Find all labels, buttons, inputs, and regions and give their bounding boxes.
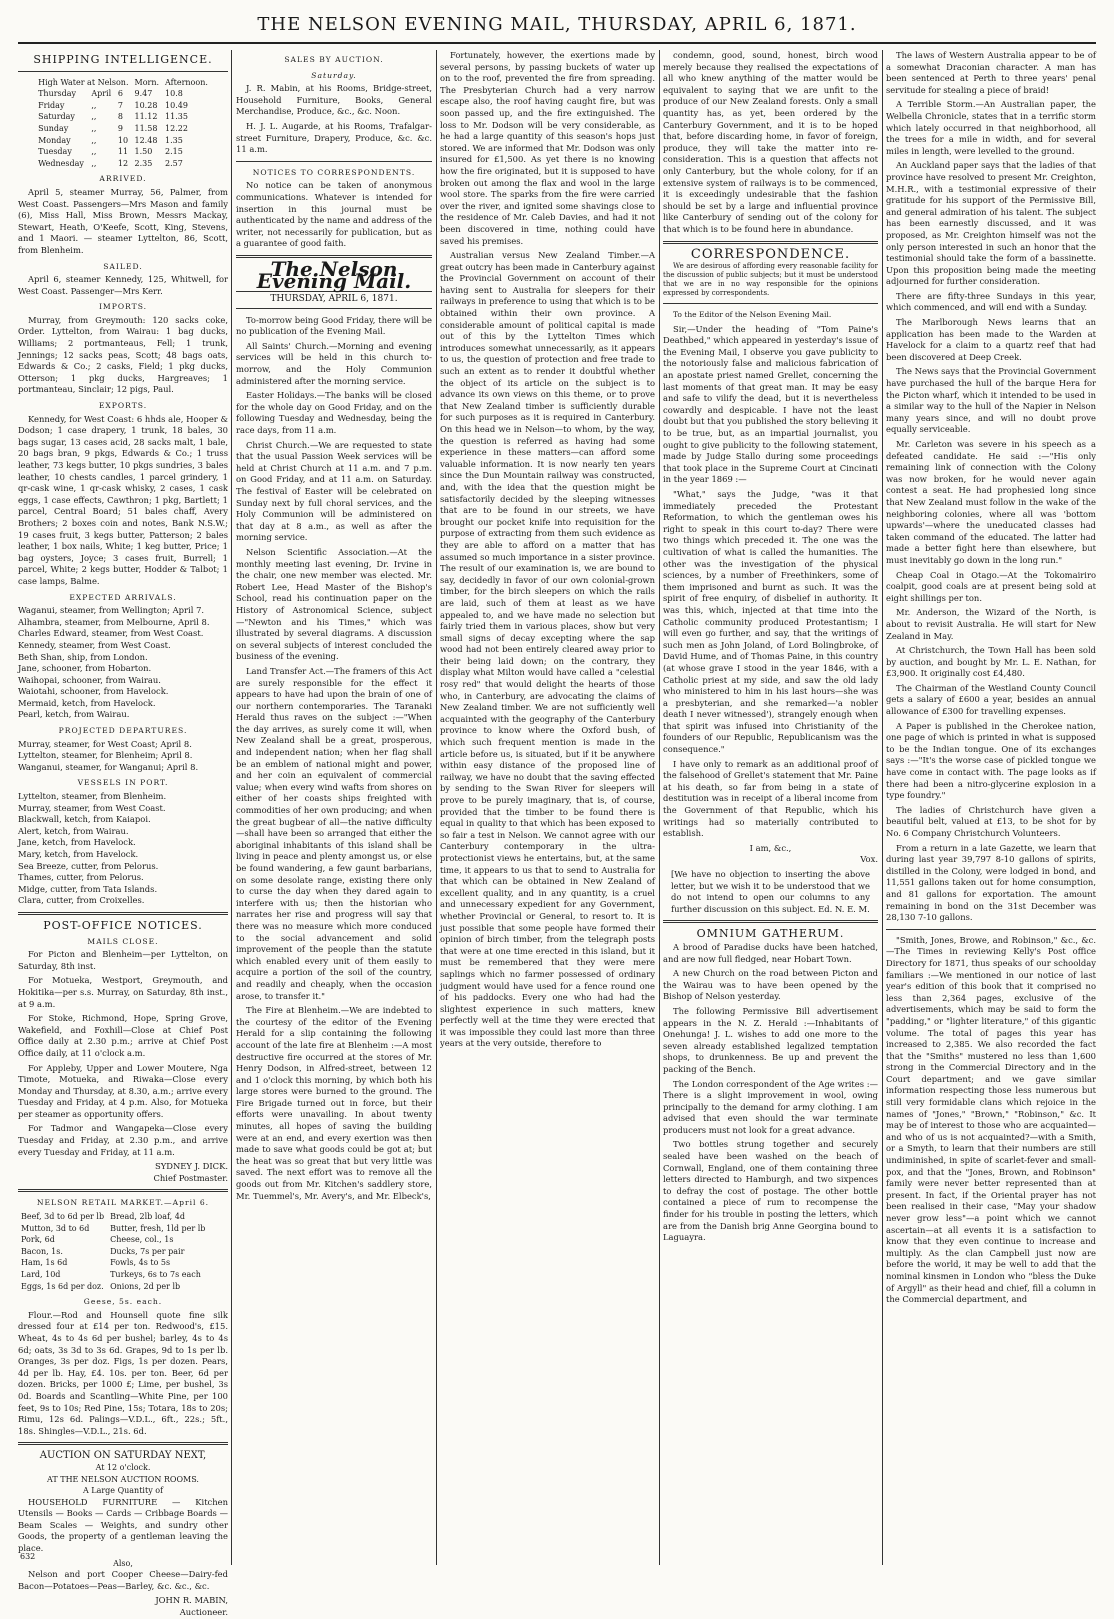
auction-text: HOUSEHOLD FURNITURE — Kitchen Utensils — Books — Cards — Cribbage Boards — Beam Scales — Weights, and sundry other Goods, the property of a gentleman leaving the place. [18,1496,228,1554]
table-cell: 12.48 [134,135,158,145]
column-divider [882,50,883,1565]
news-item: The Chairman of the Westland County Council gets a salary of £600 a year, besides an annual allowance of £300 for travelling expenses. [886,682,1096,717]
imports-heading: IMPORTS. [98,302,148,312]
news-item: The Marlborough News learns that an application has been made to the Warden at Havelock for a claim to a quartz reef that had been discovered at Deep Creek. [886,317,1096,362]
list-item: Murray, steamer, for West Coast; April 8. [18,738,192,749]
table-cell: ,, [91,100,97,110]
list-item: Charles Edward, steamer, from West Coast. [18,628,204,639]
column-2 [236,50,432,1565]
omnium-item: The following Permissive Bill advertisement appears in the N. Z. Herald :—Inhabitants of Onehunga! J. L. wishes to add one more to the seven already established legalized temptation shops, to drunkenness. Be up and prevent the packing of the Bench. [663,1005,878,1074]
list-item: Waganui, steamer, from Wellington; April 7. [18,605,205,616]
article-paragraph: Easter Holidays.—The banks will be closed for the whole day on Good Friday, and on the following Tuesday and Wednesday, being the race days, from 11 a.m. [236,390,432,436]
sales-heading: SALES BY AUCTION. [284,55,384,64]
list-item: Mermaid, ketch, from Havelock. [18,697,156,708]
divider [663,920,878,923]
table-cell: Bacon, 1s. [21,1246,63,1256]
news-item: Mr. Anderson, the Wizard of the North, is about to revisit Australia. He will start for New Zealand in May. [886,607,1096,641]
tide-table [35,77,211,170]
table-cell: 2.15 [165,147,183,157]
table-cell: Monday [38,135,71,145]
column-divider [659,50,660,1565]
table-cell: Ducks, 7s per pair [110,1246,185,1256]
column-3 [440,50,655,1565]
market-heading: NELSON RETAIL MARKET.—April 6. [36,1198,210,1208]
list-item: Midge, cutter, from Tata Islands. [18,883,158,894]
market-text: Flour.—Rod and Hounsell quote fine silk dressed four at £14 per ton. Redwood's, £15. Wheat, 4s to 4s 6d per bushel; barley, 4s to 4s 6d; oats, 3s 3d to 3s 6d. Grapes, 9d to 1s per lb. Oranges, 3s per doz. Figs, 1s per dozen. Pears, 4d per lb. Hay, £4. 10s. per ton. Beer, 6d per dozen. Bricks, per 1000 £; Lime, per bushel, 3s 0d. Boards and Scantling—White Pine, per 100 feet, 9s to 10s; Red Pine, 15s; Totara, 18s to 20s; Rimu, 12s 6d. Palings—V.D.L., 6ft., 22s.; 5ft., 18s. Shingles—V.D.L., 21s. 6d. [18,1309,228,1436]
auction-place: AT THE NELSON AUCTION ROOMS. [47,1474,199,1484]
mail-notice: For Motueka, Westport, Greymouth, and Hokitika—per s.s. Murray, on Saturday, 8th inst., at 9 a.m. [18,975,228,1009]
article-paragraph: Australian versus New Zealand Timber.—A great outcry has been made in Canterbury against the Provincial Government on account of their having sent to Australia for sleepers for their railways in preference to using that which is to be obtained within their own province. A considerable amount of political capital is made out of this by the Lyttelton Times which introduces somewhat unnecessarily, as it appears to us, the question of protection and free trade to such an extent as to render it doubtful whether the object of its article on the subject is to advance its own views on this theme, or to prove that New Zealand timber is sufficiently durable for such purposes as it is required in Canterbury. On this head we in Nelson—to whom, by the way, the question is referred as having had some experience in these matters—can afford some valuable information. It is now nearly ten years since the Dun Mountain railway was constructed, and, with the idea that the question might be satisfactorily decided by the sleeping witnesses that are to be found in our streets, we have brought our pocket knife into requisition for the purpose of extracting from them such evidence as they are able to afford on a matter that has assumed so much importance in a sister province. The result of our examination is, we are bound to say, decidedly in favor of our own colonial-grown timber, for the birch sleepers on which the rails are laid, such of them at least as we have appealed to, and we have made no selection but fairly tried them in various places, show but very small signs of decay excepting where the sap wood had not been entirely cleared away prior to their being laid down; on the contrary, they display what Milton would have called a "celestial rosy red" that would delight the hearts of those who, in Canterbury, are advocating the claims of New Zealand timber. We are not sufficiently well acquainted with the geography of the Canterbury province to know where the Oxford bush, of which such frequent mention is made in the article before us, is situated, but if it be anywhere within easy distance of the proposed line of railway, we have no doubt that the saving effected by sending to the Swan River for sleepers will prove to be purely imaginary, that is, of course, provided that the timber to be found there is equal in quality to that which has been exposed to so fair a test in Nelson. We cannot agree with our Canterbury contemporary in the ultra-protectionist views he entertains, but, at the same time, it appears to us that to send to Australia for that which can be obtained in New Zealand of excellent quality, and in any quantity, is a cruel and unnecessary expedient for any Government, whether Provincial or General, to resort to. It is just possible that some people have formed their opinion of birch timber, from the telegraph posts that were at one time erected in this island, but it must be remembered that they were mere saplings which no farmer possessed of ordinary judgment would have used for a fence round one of his paddocks. Every one who had had the slightest experience in such matters, knew perfectly well at the time they were erected that it was impossible they could last more than three years at the very outside, therefore to [440,250,655,1049]
correspondence-to: To the Editor of the Nelson Evening Mail. [673,310,832,320]
news-item: The News says that the Provincial Government have purchased the hull of the barque Hera for the Picton wharf, which it intended to be used in a similar way to the hull of the Napier in Nelson many years since, and will no doubt prove equally serviceable. [886,366,1096,435]
table-cell: 7 [117,100,123,110]
divider [18,71,228,72]
arrived-text: April 5, steamer Murray, 56, Palmer, from West Coast. Passengers—Mrs Mason and family (6), Miss Hall, Miss Brown, Messrs Mackay, Stewart, Heath, O'Keefe, Scott, King, Stevens, and 1 Maori. — steamer Lyttelton, 86, Scott, from Blenheim. [18,186,228,255]
table-cell: 9 [117,123,123,133]
masthead: THE NELSON EVENING MAIL, THURSDAY, APRIL 6, 1871. [257,14,857,35]
table-cell: Bread, 2lb loaf, 4d [110,1212,185,1222]
letter-paragraph: Sir,—Under the heading of "Tom Paine's Deathbed," which appeared in yesterday's issue of the Evening Mail, I observe you gave publicity to the notoriously false and malicious fabrication of an apostate priest named Grellet, concerning the last moments of that great man. It may be easy and safe to vilify the dead, but it is nevertheless cowardly and despicable. I have not the least doubt but that you published the story believing it to be true, but, as an impartial journalist, you ought to give publicity to the following statement, made by Judge Stallo during some proceedings that took place in the Supreme Court at Cincinati in the year 1869 :— [663,323,878,485]
sales-item: J. R. Mabin, at his Rooms, Bridge-street, Household Furniture, Books, General Merchandise, Produce, &c., &c. Noon. [236,83,432,117]
table-cell: ,, [91,112,97,122]
table-cell: Mutton, 3d to 6d [21,1223,90,1233]
table-cell: Eggs, 1s 6d per doz. [21,1281,104,1291]
table-cell: Butter, fresh, 1ld per lb [110,1223,206,1233]
article-paragraph: Christ Church.—We are requested to state that the usual Passion Week services will be held at Christ Church at 11 a.m. and 7 p.m. on Good Friday, and at 11 a.m. on Saturday. The festival of Easter will be celebrated on Sunday next by full choral services, and the Holy Communion will be administered on that day at 8 a.m., as well as after the morning service. [236,439,432,543]
table-cell: Friday [38,100,65,110]
tide-row [35,111,211,123]
exports-heading: EXPORTS. [98,401,148,411]
tide-row [35,146,211,158]
tide-header: Morn. [134,77,160,87]
omnium-item: The London correspondent of the Age writes :—There is a slight improvement in wool, owing principally to the demand for army clothing. I am advised that even should the war terminate producers must not look for a great advance. [663,1078,878,1135]
table-cell: ,, [91,135,97,145]
auction-also: Also, [113,1558,133,1568]
table-row [18,1223,208,1235]
imports-text: Murray, from Greymouth: 120 sacks coke, Order. Lyttelton, from Wairau: 1 bag ducks, Williams; 2 portmanteaus, Fell; 1 trunk, Jennings; 12 sacks peas, Scott; 48 bags oats, Edwards & Co.; 2 casks, Field; 1 pkg ducks, Otterson; 1 pkg ducks, Hargreaves; 1 portmanteau, Sinclair; 12 pigs, Paul. [18,314,228,395]
news-item: A Terrible Storm.—An Australian paper, the Welbella Chronicle, states that in a terrific storm which lately occurred in that neighborhood, all the trees for a mile in width, and for several miles in length, were levelled to the ground. [886,99,1096,156]
list-item: Waihopai, schooner, from Wairau. [18,674,161,685]
tide-header: High Water at Nelson. [38,77,129,87]
article-paragraph: condemn, good, sound, honest, birch wood merely because they realised the expectations of all who knew anything of the matter would be equivalent to saying that we are unfit to the produce of our New Zealand forests. Only a small quantity has, as yet, been ordered by the Canterbury Government, and it is to be hoped that, before discarding home, in favor of foreign, produce, they will take the matter into re-consideration. This is a question that affects not only Canterbury, but the whole colony, for if an extensive system of railways is to be commenced, it is exceedingly undesirable that the fashion should be set by a large and influential province like Canterbury of sending out of the colony for that which is to be found here in abundance. [663,50,878,234]
table-cell: Sunday [38,123,69,133]
list-item: Kennedy, steamer, from West Coast. [18,639,171,650]
table-row [18,1211,208,1223]
table-cell: 12.22 [165,123,188,133]
article-paragraph: The Fire at Blenheim.—We are indebted to the courtesy of the editor of the Evening Herald for a slip containing the following account of the late fire at Blenheim :—A most destructive fire occurred at the stores of Mr. Henry Dodson, in Alfred-street, between 12 and 1 o'clock this morning, by which both his large stores were burned to the ground. The Fire Brigade turned out in force, but their efforts were unavailing. In about twenty minutes, all hopes of saving the building were at an end, and every exertion was then made to save what goods could be got at; but the heat was so great that but very little was saved. The next effort was to remove all the goods out from Mr. Kitchen's saddlery store, Mr. Tuemmel's, Mr. Avery's, and Mr. Elbeck's, [236,1005,432,1201]
top-rule [18,42,1096,44]
notices-text: No notice can be taken of anonymous communications. Whatever is intended for insertion in this journal must be authenticated by the name and address of the writer, not necessarily for publication, but as a guarantee of good faith. [236,180,432,249]
auction-time: At 12 o'clock. [95,1462,151,1472]
list-item: Beth Shan, ship, from London. [18,651,148,662]
news-item: Cheap Coal in Otago.—At the Tokomairiro coalpit, good coals are at present being sold at eight shillings per ton. [886,569,1096,603]
mail-notice: For Stoke, Richmond, Hope, Spring Grove, Wakefield, and Foxhill—Close at Chief Post Office daily at 2.30 p.m.; arrive at Chief Post Office daily, at 11 o'clock a.m. [18,1013,228,1058]
tide-header: Afternoon. [165,77,208,87]
news-item: At Christchurch, the Town Hall has been sold by auction, and bought by Mr. L. E. Nathan, for £3,900. It originally cost £4,480. [886,645,1096,679]
table-row [18,1269,208,1281]
table-row [18,1234,208,1246]
list-item: Wanganui, steamer, for Wanganui; April 8. [18,761,199,772]
mail-notice: For Tadmor and Wangapeka—Close every Tuesday and Friday, at 2.30 p.m., and arrive every Tuesday and Friday, at 11 a.m. [18,1123,228,1157]
table-cell: ,, [91,147,97,157]
auction-extra: Nelson and port Cooper Cheese—Dairy-fed Bacon—Potatoes—Peas—Barley, &c. &c., &c. [18,1569,228,1591]
table-row [18,1246,208,1258]
table-cell: Pork, 6d [21,1235,55,1245]
sailed-heading: SAILED. [103,261,143,271]
sailed-text: April 6, steamer Kennedy, 125, Whitwell, for West Coast. Passenger—Mrs Kerr. [18,274,228,296]
table-cell: ,, [91,158,97,168]
signature-title: Chief Postmaster. [153,1172,228,1183]
table-cell: 11.35 [165,112,188,122]
table-cell: 12 [117,158,129,168]
divider [236,161,432,162]
news-item: There are fifty-three Sundays in this year, which commenced, and will end with a Sunday. [886,290,1096,313]
tide-row [35,100,211,112]
divider [18,1189,228,1192]
shipping-heading: SHIPPING INTELLIGENCE. [33,53,213,66]
tide-header-row [35,77,211,89]
paper-title: The Nelson Evening Mail. [256,256,412,293]
article-paragraph: Nelson Scientific Association.—At the monthly meeting last evening, Dr. Irvine in the chair, one new member was elected. Mr. Robert Lee, Head Master of the Bishop's School, read his continuation paper on the History of Astronomical Science, subject—"Newton and his Times," which was illustrated by several diagrams. A discussion on several subjects of interest concluded the business of the evening. [236,546,432,662]
list-item: Alert, ketch, from Wairau. [18,825,129,836]
divider [18,912,228,915]
market-geese: Geese, 5s. each. [83,1297,163,1307]
list-item: Pearl, ketch, from Wairau. [18,709,130,720]
table-cell: Onions, 2d per lb [110,1281,181,1291]
column-1 [18,50,228,1618]
table-cell: 11.58 [134,123,158,133]
list-item: Alhambra, steamer, from Melbourne, April 8. [18,616,210,627]
tide-row [35,123,211,135]
mail-notice: For Appleby, Upper and Lower Moutere, Nga Timote, Motueka, and Riwaka—Close every Monday and Thursday, at 8.30, a.m.; arrive every Tuesday and Friday, at 4 p.m. Also, for Motueka per steamer as opportunity offers. [18,1062,228,1119]
omnium-item: A new Church on the road between Picton and the Wairau was to have been opened by the Bishop of Nelson yesterday. [663,968,878,1002]
sales-day: Saturday. [311,70,357,80]
table-cell: 1.35 [165,135,183,145]
auction-signature: JOHN R. MABIN, [155,1595,228,1606]
list-item: Murray, steamer, from West Coast. [18,802,166,813]
article-paragraph: All Saints' Church.—Morning and evening services will be held in this church to-morrow, and the Holy Communion administered after the morning service. [236,340,432,386]
mails-heading: MAILS CLOSE. [87,936,159,946]
news-item: "Smith, Jones, Browe, and Robinson," &c., &c.—The Times in reviewing Kelly's Post office Directory for 1871, thus speaks of our schoolday familiars :—We mentioned in our notice of last year's edition of this book that it comprised no less than 2,364 pages, exclusive of the advertisements, which may be said to form the "padding," or "lighter literature," of this gigantic volume. The total of pages this year has increased to 2,385. We also recorded the fact that the "Smiths" mustered no less than 1,600 strong in the Commercial Directory and in the Court department; and we gave similar information respecting those less numerous but still very formidable clans which rejoice in the names of "Jones," "Brown," "Robinson," &c. It may be of interest to those who are acquainted—and who of us is not acquainted?—with a Smith, or a Smyth, to learn that their numbers are still undiminished, in spite of scarlet-fever and small-pox, and that the "Jones, Brown, and Robinson" family were never better represented than at present. In fact, if the Oriental prayer has not been realised in their case, "May your shadow never grow less"—a point which we cannot ascertain—at all events it is a satisfaction to know that they even continue to increase and multiply. As the clan Campbell just now are before the world, it may be well to add that the nominal kinsmen in London who "bless the Duke of Argyll" as their head and chief, fill a column in the Commercial department, and [886,934,1096,1305]
news-item: An Auckland paper says that the ladies of that province have resolved to present Mr. Creighton, M.H.R., with a testimonial expressive of their gratitude for his support of the Permissive Bill, and general admiration of his talent. The subject has been earnestly discussed, and it was proposed, as Mr. Creighton himself was not the only person interested in such an honor that the testimonial should take the form of a bassinette. Upon this proposition being made the meeting adjourned for further consideration. [886,160,1096,287]
list-item: Waiotahi, schooner, from Havelock. [18,686,169,697]
column-divider [436,50,437,1565]
signature: SYDNEY J. DICK. [155,1161,228,1172]
letter-paragraph: "What," says the Judge, "was it that immediately preceded the Protestant Reformation, to which the gentleman owes his right to speak in this court to-day? There were two things which preceded it. The one was the cultivation of what is called the humanities. The other was the investigation of the physical sciences, by a number of Freethinkers, some of them imprisoned and burnt as such. It was the spirit of free enquiry, of disbelief in authority. It was this, which, injected at that time into the Catholic community produced Protestantism; I will even go further, and say, that the writings of such men as John Joland, of Lord Bolingbroke, of David Hume, and of Thomas Paine, in this country (at whose grave I stood in the year 1846, with a Catholic priest at my side, and saw the old lady who ministered to him in his last hours—she was a presbyterian, and she remarked—'a nobler death I never witnessed'), strangely enough when that spirit was infused into Christianity of the founders of our Republic, Republicanism was the consequence." [663,489,878,755]
news-item: The ladies of Christchurch have given a beautiful belt, valued at £13, to be shot for by No. 6 Company Christchurch Volunteers. [886,804,1096,838]
correspondence-note: We are desirous of affording every reasonable facility for the discussion of public subjects; but it must be understood that we are in no way responsible for the opinions expressed by correspondents. [663,262,878,298]
correspondence-heading: CORRESPONDENCE. [690,246,851,262]
auction-qty: A Large Quantity of [82,1486,164,1496]
column-5 [886,50,1096,1565]
column-divider [231,50,232,1565]
notices-heading: NOTICES TO CORRESPONDENTS. [252,167,416,177]
list-item: Lyttelton, steamer, for Blenheim; April 8. [18,750,193,761]
table-cell: 8 [117,112,123,122]
table-cell: 1.50 [134,147,153,157]
sales-item: H. J. L. Augarde, at his Rooms, Trafalgar-street Furniture, Drapery, Produce, &c. &c. 11 a.m. [236,120,432,155]
table-cell: Fowls, 4s to 5s [110,1258,171,1268]
letter-sign: I am, &c., [749,842,792,853]
editor-note: [We have no objection to inserting the above letter, but we wish it to be understood that we do not intend to open our columns to any further discussion on this subject. Ed. N. E. M. [671,869,870,914]
table-cell: Thursday [38,89,77,99]
list-item: Thames, cutter, from Pelorus. [18,872,144,883]
list-item: Lyttelton, steamer, from Blenheim. [18,791,167,802]
table-cell: 10.8 [165,89,183,99]
arrived-heading: ARRIVED. [99,174,147,184]
projected-heading: PROJECTED DEPARTURES. [58,726,188,736]
table-cell: 2.57 [165,158,183,168]
table-cell: Cheese, col., 1s [110,1235,174,1245]
table-cell: Tuesday [38,147,72,157]
table-cell: Ham, 1s 6d [21,1258,68,1268]
table-cell: 10.49 [165,100,188,110]
news-item: From a return in a late Gazette, we learn that during last year 39,797 8-10 gallons of spirits, distilled in the Colony, were lodged in bond, and 11,551 gallons taken out for home consumption, and 81 gallons for exportation. The amount remaining in bond on the 31st December was 28,130 7-10 gallons. [886,842,1096,923]
list-item: Blackwall, ketch, from Kaiapoi. [18,814,151,825]
table-cell: 11.12 [134,112,158,122]
article-paragraph: Fortunately, however, the exertions made by several persons, by passing buckets of water up on to the roof, prevented the fire from spreading. The Presbyterian Church had a very narrow escape also, the roof having caught fire, but was soon passed up, and the fire extinguished. The loss to Mr. Dodson will be very considerable, as he had a large quantity of this season's hops just stored. We are informed that Mr. Dodson was only insured for £1,500. As yet there is no knowing how the fire originated, but it is supposed to have broken out among the flax and wool in the large wool store. The sparks from the fire were carried over the river, and ignited some shavings close to the residence of Mr. Caleb Davies, and had it not been discovered in time, nothing could have saved his premises. [440,50,655,246]
news-item: A Paper is published in the Cherokee nation, one page of which is printed in what is supposed to be the Indian tongue. One of its exchanges says :—"It's the worse case of pickled tongue we have come in contact with. The page looks as if there had been a nitro-glycerine explosion in a type foundry." [886,720,1096,801]
divider [663,303,878,304]
post-heading: POST-OFFICE NOTICES. [43,918,203,932]
tide-row [35,135,211,147]
column-4 [663,50,878,1565]
list-item: Jane, schooner, from Hobarton. [18,663,152,674]
list-item: Clara, cutter, from Croixelles. [18,895,145,906]
table-cell: Turkeys, 6s to 7s each [110,1270,201,1279]
omnium-item: A brood of Paradise ducks have been hatched, and are now full fledged, near Hobart Town. [663,941,878,964]
table-cell: 10 [117,135,129,145]
tide-row [35,158,211,170]
letter-name: Vox. [860,854,878,865]
table-cell: Saturday [38,112,75,122]
mail-notice: For Picton and Blenheim—per Lyttelton, on Saturday, 8th inst. [18,949,228,971]
divider [886,929,1096,930]
article-paragraph: Land Transfer Act.—The framers of this Act are surely responsible for the effect it appears to have had upon the brain of one of our northern contemporaries. The Taranaki Herald thus raves on the subject :—"When the day arrives, as surely come it will, when New Zealand shall be a great, prosperous, and independent nation; when her flag shall be an emblem of national might and power, and her coin an equivalent of commercial value; when every wind wafts from shores on either of her coasts ships freighted with commodities of her own producing; and when the great bugbear of all—the native difficulty—shall have been so arranged that either the aboriginal inhabitants of this island shall be living in peace and plenty amongst us, or else be found wandering, a few gaunt barbarians, on some desolate range, existing there only to curse the day when they dared again to interfere with us; then the historian who narrates her rise and progress will say that there was no measure which more conduced to the social advancement and solid improvement of the people than the statute which enabled every unit of them easily to acquire a portion of the soil of the country, and readily and cheaply, when the occasion arose, to transfer it." [236,665,432,1001]
divider [663,241,878,244]
list-item: Sea Breeze, cutter, from Pelorus. [18,860,159,871]
list-item: Jane, ketch, from Havelock. [18,837,136,848]
table-cell: 9.47 [134,89,153,99]
table-cell: April [91,89,112,99]
auction-signature-title: Auctioneer. [179,1607,228,1618]
table-cell: ,, [91,123,97,133]
article-paragraph: To-morrow being Good Friday, there will be no publication of the Evening Mail. [236,314,432,337]
table-cell: Beef, 3d to 6d per lb [21,1212,105,1222]
table-cell: 2.35 [134,158,153,168]
omnium-item: Two bottles strung together and securely sealed have been washed on the beach of Cornwall, England, one of them containing three letters directed to Hamburgh, and two sixpences to defray the cost of postage. The other bottle contained a piece of rum to recompense the finder for his trouble in posting the letters, which are from the Danish brig Anne Georgina bound to Laguayra. [663,1139,878,1243]
list-item: Mary, ketch, from Havelock. [18,849,139,859]
divider [18,1442,228,1445]
table-cell: Wednesday [38,158,84,168]
table-row [18,1257,208,1269]
vessels-heading: VESSELS IN PORT. [77,778,169,788]
market-table [18,1211,208,1292]
exports-text: Kennedy, for West Coast: 6 hhds ale, Hooper & Dodson; 1 case drapery, 1 trunk, 18 bales, 30 bags sugar, 13 cases acid, 28 sacks malt, 1 bale, 20 bags bran, 9 pkgs, Edwards & Co.; 1 truss leather, 73 kegs butter, 10 pkgs sundries, 3 bales leather, 10 chests candles, 1 parcel grindery, 1 qr-cask wine, 1 qr-cask whisky, 2 cases, 1 cask eggs, 1 case effects, Cawthron; 1 pkg, Bartlett; 1 parcel, Central Board; 51 bales chaff, Avery Brothers; 2 boxes coin and notes, Bank N.S.W.; 19 cases fruit, 3 kegs butter, Patterson; 2 bales leather, 1 box nails, White; 1 keg butter, Price; 1 bag oysters, Joyce; 3 cases fruit, Burrell; 1 parcel, White; 2 kegs butter, Hodder & Talbot; 1 case lamps, Balme. [18,413,228,586]
expected-heading: EXPECTED ARRIVALS. [69,592,177,602]
table-cell: Lard, 10d [21,1270,61,1279]
auction-title: AUCTION ON SATURDAY NEXT, [39,1450,207,1462]
omnium-heading: OMNIUM GATHERUM. [696,927,845,941]
tide-row [35,88,211,100]
table-cell: 10.28 [134,100,158,110]
table-cell: 11 [117,147,129,157]
paper-date: THURSDAY, APRIL 6, 1871. [236,291,432,309]
news-item: Mr. Carleton was severe in his speech as a defeated candidate. He said :—"His only remaining link of connection with the Colony was now broken, for he would never again contest a seat. He had prophesied long since that New Zealand must follow in the wake of the neighboring colonies, where all was 'bottom upwards'—where the uneducated classes had taken command of the educated. The latter had made a better fight here than elsewhere, but must inevitably go down in the long run." [886,439,1096,565]
page-number: 632 [20,1552,36,1561]
news-item: The laws of Western Australia appear to be of a somewhat Draconian character. A man has been sentenced at Perth to three years' penal servitude for stealing a piece of braid! [886,50,1096,95]
table-cell: 6 [117,89,123,99]
table-row [18,1281,208,1293]
letter-paragraph: I have only to remark as an additional proof of the falsehood of Grellet's statement that Mr. Paine at his death, so far from being in a state of destitution was in receipt of a liberal income from the Government of that Republic, which his writings had so materially contributed to establish. [663,758,878,839]
